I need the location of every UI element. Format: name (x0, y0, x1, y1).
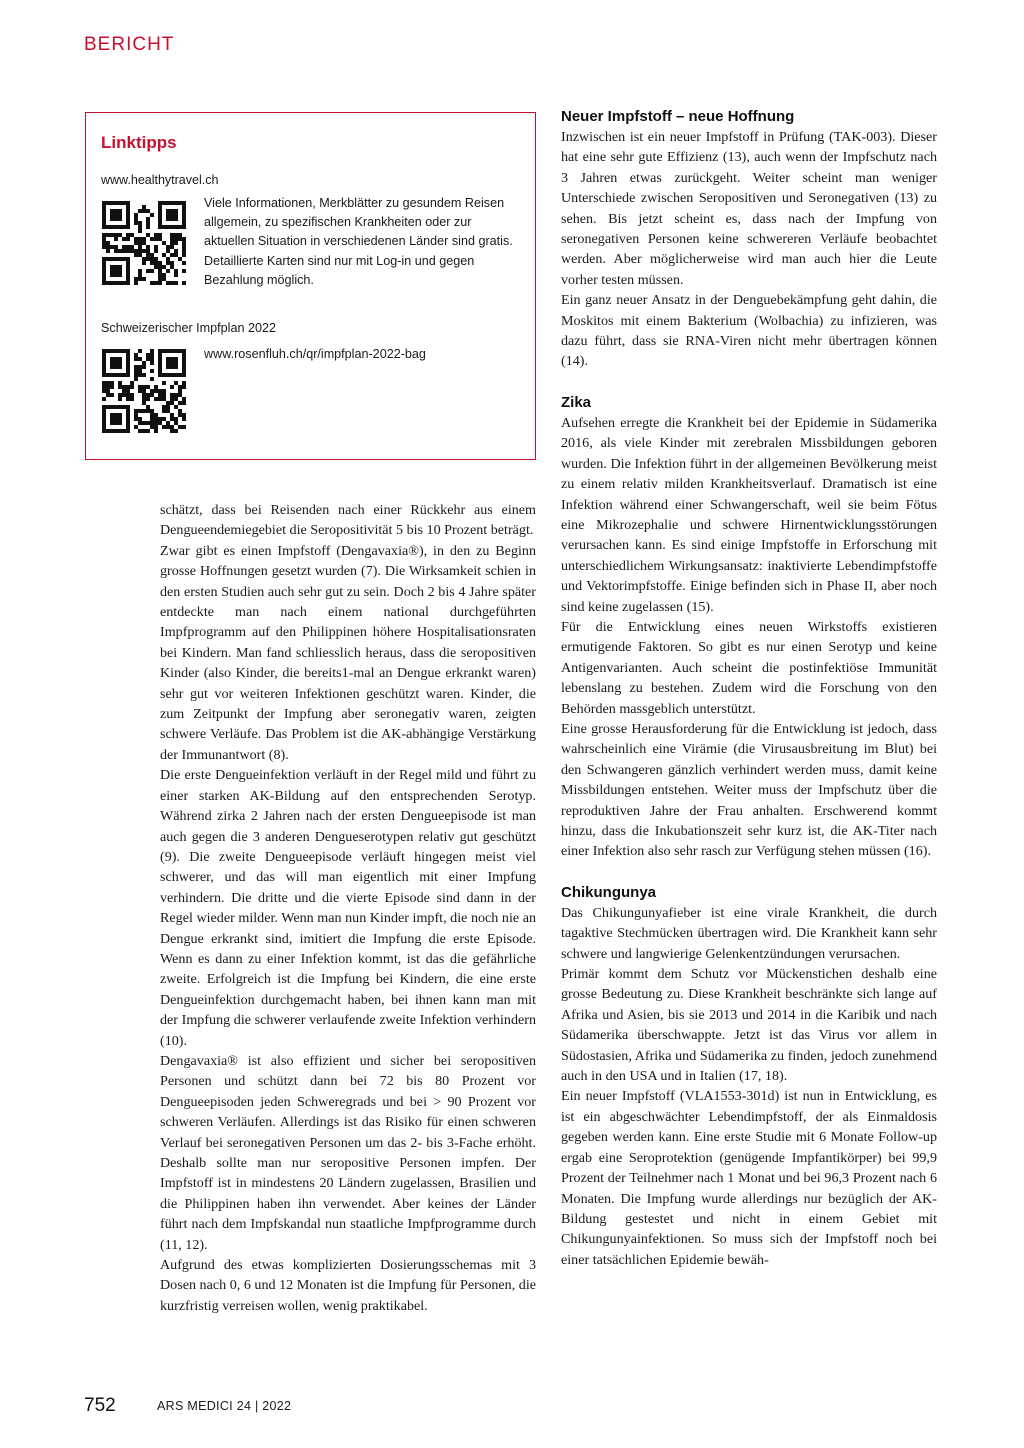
paragraph: Aufsehen erregte die Krankheit bei der Epidemie in Südamerika 2016, als viele Kinder mit zerebralen Missbildungen geboren wurden. Die Infektion führt in der allgemeinen Bevölkerung meist zu einem relativ milden Krankheitsverlauf. Dramatisch ist eine Infektion während einer Schwangerschaft, weil sie beim Fötus eine Mikrozephalie und schwere Hirnentwicklungsstörungen verursachen kann. Es sind einige Impfstoffe in Erforschung mit unterschiedlichem Wirkungsansatz: inaktivierte Lebendimpfstoffe und Vektorimpfstoffe. Einige befinden sich in Phase II, aber noch sind keine zugelassen (15). (561, 414, 937, 615)
paragraph: Für die Entwicklung eines neuen Wirkstoffs existieren ermutigende Faktoren. So gibt es nur einen Serotyp und keine Antigenvarianten. Auch scheint die postinfektiöse Immunität lebenslang zu bestehen. Zudem wird die Forschung von den Behörden massgeblich unterstützt. (561, 618, 937, 717)
linkbox-title: Linktipps (101, 133, 177, 152)
paragraph: Ein neuer Impfstoff (VLA1553-301d) ist nun in Entwicklung, es ist ein abgeschwächter Lebendimpfstoff, der als Einmaldosis gegeben werden kann. Eine erste Studie mit 6 Monate Follow-up ergab eine Seroprotektion (genügende Impfantikörper) bei 99,9 Prozent der Teilnehmer nach 1 Monat und bei 96,3 Prozent nach 6 Monaten. Die Impfung wurde allerdings nur bezüglich der AK-Bildung gestestet und nicht in einem Gebiet mit Chikungunyainfektionen. So muss sich der Impfstoff noch bei einer tatsächlichen Epidemie bewäh- (561, 1088, 937, 1268)
paragraph: Die erste Dengueinfektion verläuft in der Regel mild und führt zu einer starken AK-Bildung auf den entsprechenden Serotyp. Während zirka 2 Jahren nach der ersten Dengueepisode ist man auch gegen die 3 anderen Dengueserotypen relativ gut geschützt (9). Die zweite Dengueepisode verläuft hingegen meist viel schwerer, und das will man eigentlich mit einer Impfung verhindern. Die dritte und die vierte Episode sind dann in der Regel wieder milder. Wenn man nun Kinder impft, die noch nie an Dengue erkrankt sind, imitiert die Impfung die erste Episode. Wenn es dann zu einer Infektion kommt, ist das die gefährliche zweite. Erfolgreich ist die Impfung bei Kindern, die eine erste Dengueinfektion durchgemacht haben, bei ihnen kann man mit der Impfung die schwerer verlaufende zweite Infektion verhindern (10). (160, 767, 536, 1049)
paragraph: Das Chikungunyafieber ist eine virale Krankheit, die durch tagaktive Stechmücken übertragen wird. Die Krankheit kann sehr schwere und langwierige Gelenkentzündungen verursachen. (561, 904, 937, 962)
link-healthytravel[interactable]: www.healthytravel.ch (101, 173, 219, 187)
link-title-impfplan: Schweizerischer Impfplan 2022 (101, 321, 277, 335)
link-description: Viele Informationen, Merkblätter zu gesundem Reisen allgemein, zu spezifischen Krankheiten oder zur aktuellen Situation in verschiedenen Länder sind gratis. Detaillierte Karten sind nur mit Log-in und gegen Bezahlung möglich. (204, 196, 513, 287)
paragraph: Inzwischen ist ein neuer Impfstoff in Prüfung (TAK-003). Dieser hat eine sehr gute Effizienz (13), auch wenn der Impfschutz nach 3 Jahren etwas zurückgeht. Weiter scheint man weniger Unterschiede zwischen Seropositiven und Seronegativen (13) zu sehen. Bis jetzt scheint es, dass nach der Impfung von seronegativen Personen keine schwereren Verläufe beobachtet werden. Aber möglicherweise wird man auch hier die Leute vorher testen müssen. (561, 129, 937, 288)
qr-code-icon[interactable] (102, 349, 186, 433)
section-heading: Zika (561, 393, 592, 411)
page-number: 752 (84, 1395, 116, 1416)
paragraph: Aufgrund des etwas komplizierten Dosierungsschemas mit 3 Dosen nach 0, 6 und 12 Monaten ist die Impfung für Personen, die kurzfristig verreisen wollen, wenig praktikabel. (160, 1257, 536, 1314)
link-impfplan[interactable]: www.rosenfluh.ch/qr/impfplan-2022-bag (204, 347, 426, 361)
section-heading: Chikungunya (561, 883, 657, 901)
section-heading: Neuer Impfstoff – neue Hoffnung (561, 108, 795, 125)
qr-code-icon[interactable] (102, 201, 186, 285)
journal-info: ARS MEDICI 24 | 2022 (157, 1399, 292, 1413)
paragraph: Ein ganz neuer Ansatz in der Denguebekämpfung geht dahin, die Moskitos mit einem Bakterium (Wolbachia) zu infizieren, was dazu führt, dass sie RNA-Viren nicht mehr übertragen können (14). (561, 292, 937, 370)
paragraph: Zwar gibt es einen Impfstoff (Dengavaxia®), in den zu Beginn grosse Hoffnungen gesetzt wurden (7). Die Wirksamkeit schien in den ersten Studien auch sehr gut zu sein. Doch 2 bis 4 Jahre später entdeckte man nach einem national durchgeführten Impfprogramm auf den Philippinen höhere Hospitalisationsraten bei Kindern. Man fand schliesslich heraus, dass die seropositiven Kinder (also Kinder, die bereits1-mal an Dengue erkrankt waren) sehr gut vor weiteren Infektionen geschützt waren. Kinder, die zum Zeitpunkt der Impfung aber seronegativ waren, zeigten schwere Verläufe. Das Problem ist die AK-abhängige Verstärkung der Immunantwort (8). (160, 542, 536, 763)
paragraph: Eine grosse Herausforderung für die Entwicklung ist jedoch, dass wahrscheinlich eine Virämie (die Virusausbreitung im Blut) bei den Schwangeren gänzlich verhindert werden muss, damit keine Missbildungen entstehen. Weiter muss der Impfschutz über die reproduktiven Jahre der Frau anhalten. Erschwerend kommt hinzu, dass die Inkubationszeit sehr kurz ist, die AK-Titer nach einer Infektion also sehr rasch zur Verfügung stehen müssen (16). (561, 720, 937, 860)
section-label: BERICHT (84, 34, 175, 55)
left-column (160, 500, 536, 1316)
paragraph: Dengavaxia® ist also effizient und sicher bei seropositiven Personen und schützt dann bei 72 bis 80 Prozent vor Dengueepisoden jeden Schweregrads und bei > 90 Prozent vor schweren Verläufen. Allerdings ist das Risiko für einen schweren Verlauf bei seronegativen Personen um das 2- bis 3-Fache erhöht. Deshalb sollte man nur seropositive Personen impfen. Der Impfstoff ist in mindestens 20 Ländern zugelassen, Brasilien und die Philippinen haben ihn verwendet. Aber keines der Länder führt nach dem Impfskandal nun staatliche Impfprogramme durch (11, 12). (160, 1052, 536, 1253)
linktipps-box (85, 112, 536, 460)
right-column (561, 107, 937, 1270)
paragraph: Primär kommt dem Schutz vor Mückenstichen deshalb eine grosse Bedeutung zu. Diese Krankheit beschränkte sich lange auf Afrika und Asien, bis sie 2013 und 2014 in die Karibik und nach Südamerika überschwappte. Jetzt ist das Virus vor allem in Südostasien, Afrika und Südamerika zu finden, jedoch zunehmend auch in den USA und in Italien (17, 18). (561, 966, 937, 1085)
paragraph: schätzt, dass bei Reisenden nach einer Rückkehr aus einem Dengueendemiegebiet die Seropositivität 5 bis 10 Prozent beträgt. (160, 502, 536, 539)
